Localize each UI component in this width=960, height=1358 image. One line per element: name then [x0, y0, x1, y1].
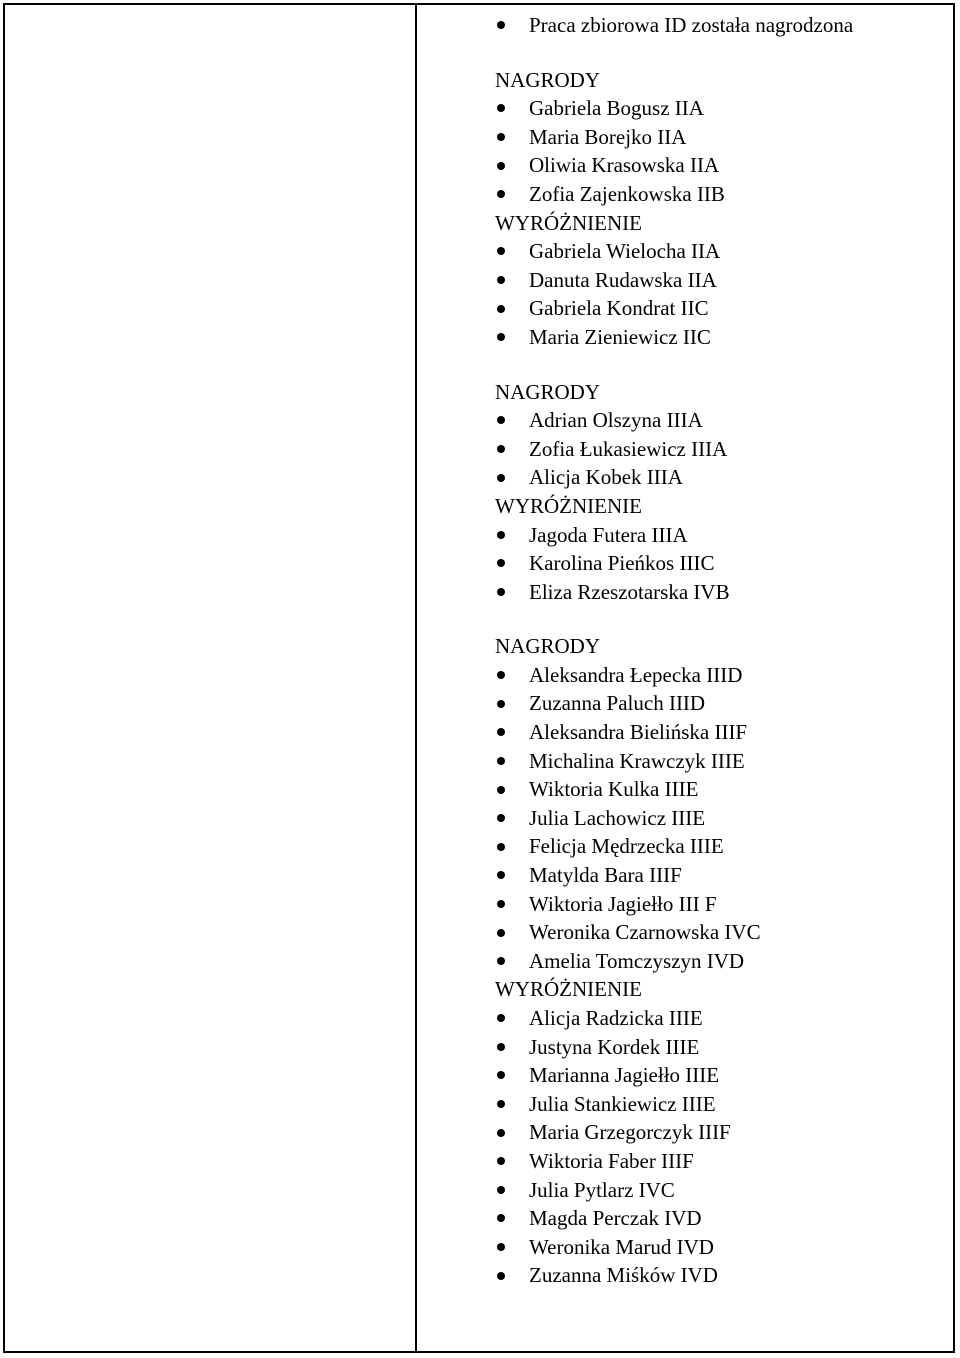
list-item [417, 1204, 953, 1233]
list-item [417, 832, 953, 861]
list-item [417, 1261, 953, 1290]
list-item [417, 947, 953, 976]
bullet-icon [497, 1186, 505, 1194]
student-name: Zofia Łukasiewicz IIIA [529, 436, 728, 461]
bullet-icon [497, 474, 505, 482]
list-item [417, 804, 953, 833]
bullet-icon [497, 843, 505, 851]
student-name: Aleksandra Łepecka IIID [529, 662, 743, 687]
bullet-icon [497, 333, 505, 341]
section-spacer [417, 606, 953, 632]
student-name: Gabriela Kondrat IIC [529, 296, 709, 321]
student-name: Gabriela Wielocha IIA [529, 239, 721, 264]
student-name: Julia Pytlarz IVC [529, 1177, 675, 1202]
list-item [417, 1061, 953, 1090]
student-name: Gabriela Bogusz IIA [529, 96, 704, 121]
student-name: Alicja Kobek IIIA [529, 465, 683, 490]
student-name: Maria Grzegorczyk IIIF [529, 1120, 731, 1145]
student-name: Wiktoria Kulka IIIE [529, 777, 699, 802]
list-item [417, 775, 953, 804]
list-item [417, 123, 953, 152]
list-item [417, 323, 953, 352]
student-name: Amelia Tomczyszyn IVD [529, 948, 745, 973]
document-table [3, 3, 955, 1353]
section-heading: WYRÓŻNIENIE [495, 493, 642, 518]
bullet-icon [497, 929, 505, 937]
bullet-icon [497, 786, 505, 794]
list-item [417, 549, 953, 578]
bullet-icon [497, 1071, 505, 1079]
list-item [417, 918, 953, 947]
student-name: Oliwia Krasowska IIA [529, 153, 720, 178]
student-name: Eliza Rzeszotarska IVB [529, 579, 730, 604]
awards-list [417, 11, 953, 1290]
student-name: Zofia Zajenkowska IIB [529, 181, 725, 206]
student-name: Julia Stankiewicz IIIE [529, 1091, 716, 1116]
list-item [417, 94, 953, 123]
bullet-icon [497, 871, 505, 879]
list-item [417, 861, 953, 890]
list-item [417, 689, 953, 718]
section-heading: NAGRODY [495, 67, 600, 92]
section-spacer [417, 352, 953, 378]
student-name: Michalina Krawczyk IIIE [529, 748, 745, 773]
bullet-icon [497, 1043, 505, 1051]
list-item [417, 1033, 953, 1062]
bullet-icon [497, 445, 505, 453]
bullet-icon [497, 1157, 505, 1165]
list-item [417, 578, 953, 607]
bullet-icon [497, 247, 505, 255]
list-item [417, 180, 953, 209]
bullet-icon [497, 559, 505, 567]
section-spacer [417, 40, 953, 66]
student-name: Zuzanna Paluch IIID [529, 691, 706, 716]
bullet-icon [497, 1100, 505, 1108]
list-item [417, 1147, 953, 1176]
bullet-icon [497, 700, 505, 708]
bullet-icon [497, 1243, 505, 1251]
list-item [417, 747, 953, 776]
student-name: Alicja Radzicka IIIE [529, 1006, 703, 1030]
student-name: Aleksandra Bielińska IIIF [529, 720, 748, 745]
bullet-icon [497, 957, 505, 965]
student-name: Maria Borejko IIA [529, 124, 687, 149]
student-name: Wiktoria Faber IIIF [529, 1148, 694, 1173]
list-item [417, 435, 953, 464]
list-item [417, 661, 953, 690]
bullet-icon [497, 133, 505, 141]
bullet-icon [497, 900, 505, 908]
list-item [417, 890, 953, 919]
bullet-icon [497, 531, 505, 539]
list-item [417, 151, 953, 180]
bullet-icon [497, 276, 505, 284]
list-item [417, 237, 953, 266]
list-item [417, 463, 953, 492]
bullet-icon [497, 1272, 505, 1280]
student-name: Zuzanna Miśków IVD [529, 1263, 718, 1288]
bullet-icon [497, 814, 505, 822]
bullet-icon [497, 190, 505, 198]
student-name: Jagoda Futera IIIA [529, 522, 688, 547]
student-name: Adrian Olszyna IIIA [529, 408, 703, 433]
list-item [417, 1118, 953, 1147]
list-item [417, 1233, 953, 1262]
bullet-icon [497, 305, 505, 313]
section-heading: WYRÓŻNIENIE [495, 210, 642, 235]
left-column-cell [5, 5, 417, 1351]
bullet-icon [497, 1214, 505, 1222]
intro-text: Praca zbiorowa ID została nagrodzona [529, 13, 854, 37]
student-name: Matylda Bara IIIF [529, 863, 682, 888]
student-name: Maria Zieniewicz IIC [529, 324, 711, 349]
bullet-icon [497, 21, 505, 29]
bullet-icon [497, 1129, 505, 1137]
student-name: Marianna Jagiełło IIIE [529, 1063, 720, 1088]
list-item [417, 1176, 953, 1205]
student-name: Weronika Czarnowska IVC [529, 920, 761, 945]
bullet-icon [497, 162, 505, 170]
bullet-icon [497, 728, 505, 736]
bullet-icon [497, 1014, 505, 1022]
student-name: Danuta Rudawska IIA [529, 267, 717, 292]
right-column-cell [417, 5, 953, 1351]
bullet-icon [497, 757, 505, 765]
bullet-icon [497, 416, 505, 424]
section-heading: WYRÓŻNIENIE [495, 977, 642, 1002]
student-name: Weronika Marud IVD [529, 1234, 714, 1259]
list-item [417, 11, 953, 40]
section-heading: NAGRODY [495, 379, 600, 404]
student-name: Felicja Mędrzecka IIIE [529, 834, 724, 859]
student-name: Karolina Pieńkos IIIC [529, 551, 715, 576]
student-name: Julia Lachowicz IIIE [529, 805, 706, 830]
student-name: Justyna Kordek IIIE [529, 1034, 700, 1059]
section-heading: NAGRODY [495, 634, 600, 659]
list-item [417, 1004, 953, 1033]
bullet-icon [497, 588, 505, 596]
student-name: Magda Perczak IVD [529, 1206, 702, 1231]
list-item [417, 294, 953, 323]
list-item [417, 266, 953, 295]
list-item [417, 521, 953, 550]
bullet-icon [497, 671, 505, 679]
bullet-icon [497, 104, 505, 112]
student-name: Wiktoria Jagiełło III F [529, 891, 717, 916]
list-item [417, 718, 953, 747]
list-item [417, 1090, 953, 1119]
list-item [417, 406, 953, 435]
